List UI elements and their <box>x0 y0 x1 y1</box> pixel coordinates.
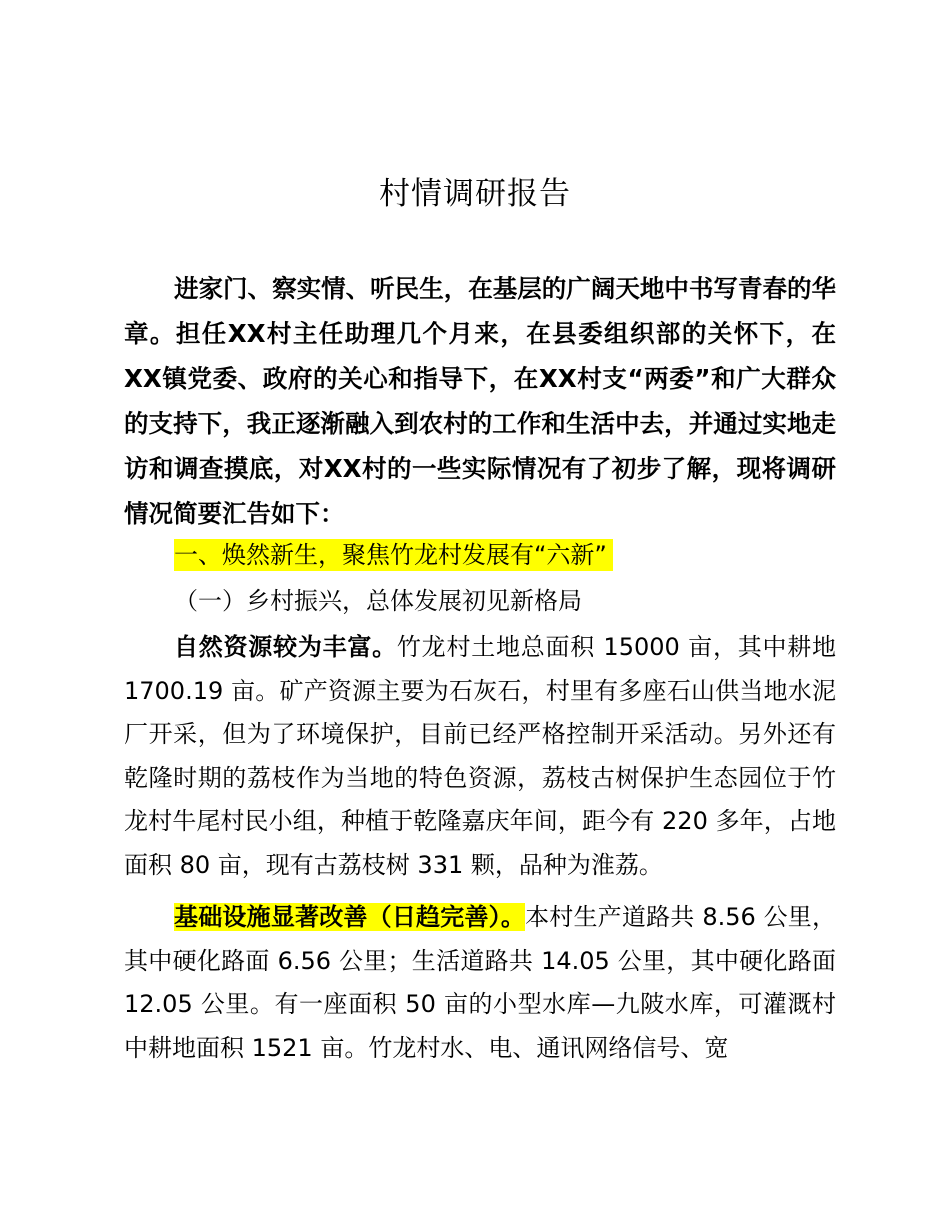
paragraph-natural-resources <box>124 626 836 887</box>
section-heading-text: 一、焕然新生，聚焦竹龙村发展有“六新” <box>174 539 613 571</box>
paragraph-lead-highlighted: 基础设施显著改善（日趋完善）。 <box>174 903 526 931</box>
paragraph-body: 竹龙村土地总面积 15000 亩，其中耕地 1700.19 亩。矿产资源主要为石灰石，村里有多座石山供当地水泥厂开采，但为了环境保护，目前已经严格控制开采活动。另外还有乾隆时期的荔枝作为当地的特色资源，荔枝古树保护生态园位于竹龙村牛尾村民小组，种植于乾隆嘉庆年间，距今有 220 多年，占地面积 80 亩，现有古荔枝树 331 颗，品种为淮荔。 <box>124 633 837 879</box>
paragraph-body: 本村生产道路共 8.56 公里，其中硬化路面 6.56 公里；生活道路共 14.05 公里，其中硬化路面 12.05 公里。有一座面积 50 亩的小型水库—九陂水库，可灌溉村中耕地面积 1521 亩。竹龙村水、电、通讯网络信号、宽 <box>124 903 836 1062</box>
section-heading <box>174 535 613 575</box>
intro-paragraph: 进家门、察实情、听民生，在基层的广阔天地中书写青春的华章。担任XX村主任助理几个月来，在县委组织部的关怀下，在XX镇党委、政府的关心和指导下，在XX村支“两委”和广大群众的支持下，我正逐渐融入到农村的工作和生活中去，并通过实地走访和调查摸底，对XX村的一些实际情况有了初步了解，现将调研情况简要汇告如下： <box>124 274 836 528</box>
paragraph-lead: 自然资源较为丰富。 <box>174 633 397 661</box>
document-title: 村情调研报告 <box>379 176 571 212</box>
paragraph-infrastructure <box>124 896 836 1070</box>
subsection-heading: （一）乡村振兴，总体发展初见新格局 <box>174 587 582 615</box>
